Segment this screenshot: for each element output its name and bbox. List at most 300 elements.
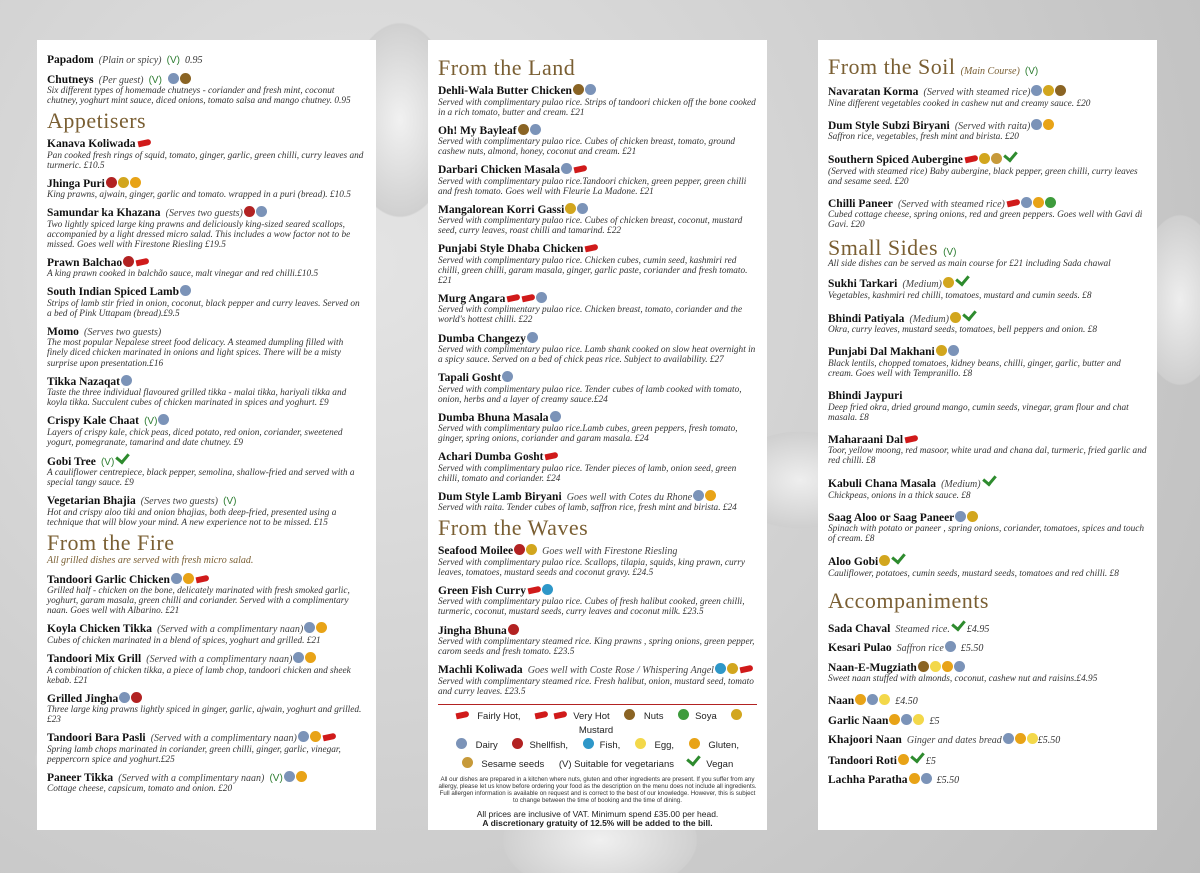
- item-description: Chickpeas, onions in a thick sauce. £8: [828, 490, 971, 501]
- chili-icon: [136, 258, 150, 267]
- legend-nuts: Nuts: [643, 710, 664, 722]
- item-note: Saffron rice: [896, 643, 944, 655]
- menu-item: [438, 200, 757, 237]
- menu-panel-right: [818, 40, 1157, 830]
- menu-item: [47, 728, 366, 765]
- menu-item: [438, 289, 757, 326]
- item-description: Spinach with potato or paneer , spring onions, coriander, tomatoes, spices and touch of cream. £8: [828, 524, 1145, 545]
- legend-dairy: Dairy: [475, 740, 498, 752]
- item-name: Chutneys: [47, 73, 94, 86]
- legend-vegan: Vegan: [706, 759, 734, 771]
- item-description: Served with complimentary pulao rice.Lamb cubes, green peppers, fresh tomato, ginger, spring onions, coriander and garam masala. £24: [438, 424, 738, 445]
- item-name: Oh! My Bayleaf: [438, 124, 517, 137]
- section-title-appetisers: Appetisers: [47, 108, 147, 134]
- item-note: (Plain or spicy): [98, 55, 162, 66]
- item-name: Dum Style Subzi Biryani: [828, 119, 950, 132]
- item-description: Served with complimentary pulao rice. Cubes of chicken breast, tomato, ground cashew nuts, almond, honey, coconut and cream. £21: [438, 137, 736, 158]
- item-name: Maharaani Dal: [828, 433, 904, 446]
- egg-icon: [1027, 733, 1038, 744]
- item-description: Strips of lamb stir fried in onion, coconut, black pepper and curry leaves. Served on a bed of Pink Uttapam (bread).£9.5: [47, 298, 360, 319]
- item-price: £5: [925, 755, 936, 767]
- item-description: King prawns, ajwain, ginger, garlic and tomato. wrapped in a puri (bread). £10.5: [47, 190, 351, 201]
- item-name: Tapali Gosht: [438, 372, 502, 385]
- menu-item: [828, 750, 1147, 768]
- shellfish-icon: [514, 544, 525, 555]
- item-description: Served with complimentary pulao rice. Cubes of fresh halibut cooked, green chilli, turmeric, coconut, mustard seeds, curry leaves and coconut milk. £23.5: [438, 597, 745, 618]
- dairy-icon: [158, 414, 169, 425]
- vat-note: All prices are inclusive of VAT. Minimum spend £35.00 per head.: [476, 809, 719, 820]
- sesame-icon: [991, 153, 1002, 164]
- gluten-icon: [296, 771, 307, 782]
- item-name: Bhindi Jaypuri: [828, 390, 903, 403]
- soya-icon: [1045, 197, 1056, 208]
- nuts-icon: [918, 661, 929, 672]
- item-name: Achari Dumba Gosht: [438, 451, 544, 464]
- gluten-icon: [316, 622, 327, 633]
- chili-icon: [535, 710, 549, 719]
- dairy-icon: [530, 124, 541, 135]
- section-intro: All side dishes can be served as main course for £21 including Sada chawal: [828, 259, 1111, 270]
- item-description: Served with complimentary pulao rice. Strips of tandoori chicken off the bone cooked in a rich tomato, butter and cream. £21: [438, 97, 756, 118]
- item-note: (Served with a complimentary naan): [146, 654, 293, 665]
- mustard-icon: [950, 312, 961, 323]
- item-description: A king prawn cooked in balchão sauce, malt vinegar and red chilli.£10.5: [47, 269, 319, 280]
- chili-icon: [137, 139, 151, 148]
- vegan-icon: [951, 616, 966, 631]
- item-note: (Serves two guests): [165, 208, 243, 220]
- item-note: (Served with steamed rice): [897, 198, 1005, 210]
- egg-icon: [879, 694, 890, 705]
- item-name: Machli Koliwada: [438, 664, 523, 677]
- item-note: (Medium): [941, 479, 981, 491]
- menu-item: [438, 408, 757, 445]
- menu-item: [828, 508, 1147, 545]
- item-note: (Per guest): [98, 74, 144, 86]
- egg-icon: [635, 738, 646, 749]
- item-price: 0.95: [185, 55, 203, 66]
- item-name: Aloo Gobi: [828, 556, 879, 569]
- chili-icon: [574, 165, 588, 174]
- menu-item: [438, 329, 757, 366]
- menu-item: [47, 570, 366, 617]
- shellfish-icon: [106, 177, 117, 188]
- dairy-icon: [121, 375, 132, 386]
- item-note: (Served with a complimentary naan): [157, 624, 304, 636]
- item-note: (Serves two guests): [84, 326, 162, 338]
- allergy-disclaimer: All our dishes are prepared in a kitchen where nuts, gluten and other ingredients are present. If you suffer from any allergy, please let us know before ordering your food as the description on the menu does not include all ingredients. Full allergen information is available on request and is correct to the best of our knowledge. However, this is subject to change between the time of booking and the time of dining.: [438, 775, 757, 804]
- gluten-icon: [130, 177, 141, 188]
- chili-icon: [522, 294, 536, 303]
- dairy-icon: [1031, 119, 1042, 130]
- vegetarian-mark: (V): [148, 74, 162, 86]
- menu-item: [47, 649, 366, 686]
- menu-item: [47, 50, 366, 67]
- menu-item: [438, 541, 757, 578]
- item-name: Navaratan Korma: [828, 86, 919, 99]
- item-note: Goes well with Cotes du Rhone: [566, 491, 693, 503]
- item-note: (Medium): [909, 313, 949, 325]
- menu-item: [438, 621, 757, 658]
- item-name: Punjabi Style Dhaba Chicken: [438, 243, 584, 256]
- item-name: Jhinga Puri: [47, 177, 105, 190]
- item-name: Koyla Chicken Tikka: [47, 623, 153, 636]
- nuts-icon: [518, 124, 529, 135]
- legend-vegetarian: (V) Suitable for vegetarians: [558, 759, 674, 771]
- gluten-icon: [305, 652, 316, 663]
- fish-icon: [715, 663, 726, 674]
- item-name: Prawn Balchao: [47, 256, 123, 269]
- item-name: Dehli-Wala Butter Chicken: [438, 85, 572, 98]
- item-description: Served with complimentary steamed rice. Fresh halibut, onion, mustard seed, tomato and curry leaves. £23.5: [438, 676, 754, 697]
- legend-fish: Fish,: [599, 740, 621, 752]
- item-name: Punjabi Dal Makhani: [828, 346, 935, 359]
- item-name: Green Fish Curry: [438, 584, 526, 597]
- menu-item: [438, 160, 757, 197]
- item-note: (Serves two guests): [140, 496, 219, 508]
- item-note: (Medium): [902, 279, 942, 291]
- mustard-icon: [943, 277, 954, 288]
- gluten-icon: [889, 714, 900, 725]
- shellfish-icon: [512, 738, 523, 749]
- legend-egg: Egg,: [654, 740, 675, 752]
- vegan-icon: [891, 550, 906, 565]
- item-description: Sweet naan stuffed with almonds, coconut, cashew nut and raisins.£4.95: [828, 674, 1098, 685]
- item-description: Served with complimentary pulao rice.Tandoori chicken, green pepper, green chilli and fresh tomato. Goes well with Fleurie La Madone. £21: [438, 176, 747, 197]
- menu-item: [438, 81, 757, 118]
- chili-icon: [195, 575, 209, 584]
- item-description: Served with complimentary pulao rice. Scallops, tilapia, squids, king prawn, curry leaves, tomatoes, mustard seeds and coconut gravy. £24.5: [438, 557, 746, 578]
- item-note: Goes well with Firestone Riesling: [542, 546, 678, 558]
- menu-item: [828, 308, 1147, 336]
- item-name: Crispy Kale Chaat: [47, 415, 139, 428]
- section-title-sides: Small Sides: [828, 235, 939, 261]
- gluten-icon: [310, 731, 321, 742]
- legend-sesame: Sesame seeds: [481, 759, 545, 771]
- item-name: Bhindi Patiyala: [828, 312, 905, 325]
- gluten-icon: [1015, 733, 1026, 744]
- mustard-icon: [727, 663, 738, 674]
- dairy-icon: [693, 490, 704, 501]
- item-note: Ginger and dates bread: [906, 735, 1002, 747]
- item-name: Kanava Koliwada: [47, 138, 136, 151]
- menu-item: [438, 239, 757, 286]
- vegan-icon: [982, 472, 997, 487]
- section-title-waves: From the Waves: [438, 515, 589, 541]
- item-description: Cubes of chicken marinated in a blend of spices, yoghurt and grilled. £21: [47, 635, 321, 646]
- chili-icon: [905, 434, 919, 443]
- dairy-icon: [171, 573, 182, 584]
- item-name: Seafood Moilee: [438, 545, 514, 558]
- chili-icon: [455, 710, 469, 719]
- mustard-icon: [967, 511, 978, 522]
- item-name: Southern Spiced Aubergine: [828, 154, 963, 167]
- legend-fairly-hot: Fairly Hot,: [477, 710, 521, 722]
- menu-item: [828, 691, 1147, 708]
- item-description: Three large king prawns lightly spiced in ginger, garlic, ajwain, yoghurt and grilled. £23: [47, 705, 362, 726]
- item-description: Layers of crispy kale, chick peas, diced potato, red onion, coriander, sweetened yogurt, pomegranate, tamarind and date chutney. £9: [47, 427, 343, 448]
- mustard-icon: [565, 203, 576, 214]
- dairy-icon: [1021, 197, 1032, 208]
- item-name: Dum Style Lamb Biryani: [438, 490, 562, 503]
- vegan-icon: [910, 748, 925, 763]
- item-name: Jingha Bhuna: [438, 624, 507, 637]
- item-description: Cottage cheese, capsicum, tomato and onion. £20: [47, 784, 233, 795]
- item-description: Saffron rice, vegetables, fresh mint and birista. £20: [828, 132, 1019, 143]
- item-description: (Served with steamed rice) Baby aubergine, black pepper, green chilli, curry leaves and sesame seed. £20: [828, 166, 1138, 187]
- item-description: Vegetables, kashmiri red chilli, tomatoes, mustard and cumin seeds. £8: [828, 290, 1092, 301]
- dairy-icon: [921, 773, 932, 784]
- mustard-icon: [118, 177, 129, 188]
- menu-item: [47, 768, 366, 795]
- menu-item: [47, 322, 366, 369]
- nuts-icon: [624, 709, 635, 720]
- vegetarian-mark: (V): [100, 456, 115, 468]
- dairy-icon: [298, 731, 309, 742]
- item-description: Served with complimentary pulao rice. Lamb shank cooked on slow heat overnight in a spicy sauce. Served on a bed of chick peas rice. Subject to availability. £27: [438, 345, 756, 366]
- dairy-icon: [304, 622, 315, 633]
- dairy-icon: [284, 771, 295, 782]
- gluten-icon: [909, 773, 920, 784]
- soya-icon: [678, 709, 689, 720]
- menu-item: [47, 70, 366, 107]
- item-description: Served with complimentary pulao rice. Tender cubes of lamb cooked with tomato, onion, herbs and a layer of creamy sauce.£24: [438, 384, 742, 405]
- menu-item: [828, 638, 1147, 655]
- menu-item: [828, 273, 1147, 301]
- item-description: Served with complimentary pulao rice. Chicken cubes, cumin seed, kashmiri red chilli, green chilli, garam masala, ginger, garlic paste, coriander and fresh tomato. £21: [438, 255, 748, 286]
- section-title-accompaniments: Accompaniments: [828, 587, 989, 613]
- item-description: Two lightly spiced large king prawns and deliciously king-sized seared scallops, accompanied by a light dressed micro salad. This includes a wow factor not to be missed. Goes well with Firestone Riesling £19.5: [47, 219, 351, 250]
- item-price: £5.50: [936, 775, 960, 787]
- menu-item: [438, 447, 757, 484]
- egg-icon: [913, 714, 924, 725]
- item-price: £5: [929, 715, 940, 727]
- item-note: (Served with steamed rice): [923, 87, 1031, 99]
- item-name: Samundar ka Khazana: [47, 207, 161, 220]
- shellfish-icon: [131, 692, 142, 703]
- item-price: £4.95: [966, 623, 990, 635]
- legend-mustard: Mustard: [578, 724, 614, 736]
- item-name: Chilli Paneer: [828, 197, 893, 210]
- item-name: Gobi Tree: [47, 455, 96, 468]
- item-name: Paneer Tikka: [47, 771, 114, 784]
- menu-item: [47, 282, 366, 319]
- dairy-icon: [119, 692, 130, 703]
- menu-item: [47, 619, 366, 646]
- chili-icon: [739, 665, 753, 674]
- legend-soya: Soya: [695, 710, 717, 722]
- item-description: Spring lamb chops marinated in coriander, green chilli, ginger, garlic, vinegar, peppercorn spice and yoghurt.£25: [47, 744, 341, 765]
- nuts-icon: [1055, 85, 1066, 96]
- dairy-icon: [585, 84, 596, 95]
- gluten-icon: [855, 694, 866, 705]
- fish-icon: [583, 738, 594, 749]
- dairy-icon: [1031, 85, 1042, 96]
- dairy-icon: [954, 661, 965, 672]
- egg-icon: [930, 661, 941, 672]
- item-description: Served with complimentary steamed rice. King prawns , spring onions, green pepper, carom seeds and fresh tomato. £23.5: [438, 637, 755, 658]
- item-description: Toor, yellow moong, red masoor, white urad and chana dal, turmeric, fried garlic and red chilli. £8: [828, 446, 1147, 467]
- menu-item: [47, 134, 366, 171]
- item-name: Papadom: [47, 54, 94, 66]
- item-description: Served with complimentary pulao rice. Tender pieces of lamb, onion seed, green chilli, tomato and coriander. £24: [438, 463, 737, 484]
- dairy-icon: [550, 411, 561, 422]
- item-name: Tandoori Mix Grill: [47, 653, 142, 665]
- vegan-icon: [686, 752, 701, 767]
- item-description: Taste the three individual flavoured grilled tikka - malai tikka, hariyali tikka and koyla tikka. Succulent cubes of chicken marinated in spices and yoghurt. £9: [47, 388, 347, 409]
- dairy-icon: [1003, 733, 1014, 744]
- menu-item: [828, 618, 1147, 636]
- menu-item: [828, 473, 1147, 501]
- nuts-icon: [573, 84, 584, 95]
- dairy-icon: [256, 206, 267, 217]
- item-note: (Served with a complimentary naan): [118, 772, 265, 784]
- gluten-icon: [942, 661, 953, 672]
- menu-item: [47, 203, 366, 250]
- shellfish-icon: [244, 206, 255, 217]
- shellfish-icon: [508, 624, 519, 635]
- vegetarian-mark: (V): [144, 416, 158, 428]
- item-name: Tandoori Bara Pasli: [47, 732, 146, 745]
- chili-icon: [554, 710, 568, 719]
- menu-item: [438, 581, 757, 618]
- gluten-icon: [898, 754, 909, 765]
- gratuity-note: A discretionary gratuity of 12.5% will be added to the bill.: [482, 817, 713, 828]
- menu-item: [47, 372, 366, 409]
- chili-icon: [964, 155, 978, 164]
- mustard-icon: [1043, 85, 1054, 96]
- menu-item: [828, 430, 1147, 467]
- section-title-land: From the Land: [438, 55, 576, 80]
- menu-item: [47, 689, 366, 726]
- menu-item: [47, 451, 366, 489]
- item-description: Grilled half - chicken on the bone, delicately marinated with fresh smoked garlic, yoghurt, garam masala, green chilli and coriander. Served with a complimentary naan. Goes well with Albarino. £21: [47, 586, 350, 617]
- gluten-icon: [183, 573, 194, 584]
- item-description: Nine different vegetables cooked in cashew nut and creamy sauce. £20: [828, 98, 1091, 109]
- item-name: Tandoori Garlic Chicken: [47, 573, 170, 586]
- menu-item: [828, 342, 1147, 379]
- chili-icon: [527, 586, 541, 595]
- item-name: Khajoori Naan: [828, 734, 902, 747]
- mustard-icon: [731, 709, 742, 720]
- chili-icon: [322, 733, 336, 742]
- item-description: A combination of chicken tikka, a piece of lamb chop, tandoori chicken and sheek kebab. £21: [47, 665, 351, 686]
- gluten-icon: [1043, 119, 1054, 130]
- dairy-icon: [456, 738, 467, 749]
- item-name: South Indian Spiced Lamb: [47, 286, 179, 299]
- menu-item: [438, 121, 757, 158]
- item-note: (Served with a complimentary naan): [150, 733, 297, 745]
- chili-icon: [585, 244, 599, 253]
- item-description: Cubed cottage cheese, spring onions, red and green peppers. Goes well with Gavi di Gavi. £20: [828, 210, 1143, 231]
- vegan-icon: [1003, 148, 1018, 163]
- menu-item: [828, 116, 1147, 143]
- item-description: Served with complimentary pulao rice. Cubes of chicken breast, coconut, mustard seed, curry leaves, roast chilli and tamarind. £22: [438, 216, 743, 237]
- item-note: Steamed rice.: [895, 623, 950, 635]
- menu-panel-left: [37, 40, 376, 830]
- vegan-icon: [962, 306, 977, 321]
- item-description: Six different types of homemade chutneys - coriander and fresh mint, coconut chutney, yoghurt mint sauce, diced onions, tomato salsa and mango chutney. 0.95: [47, 86, 351, 107]
- dairy-icon: [955, 511, 966, 522]
- item-name: Sada Chaval: [828, 622, 891, 635]
- chili-icon: [1006, 198, 1020, 207]
- gluten-icon: [689, 738, 700, 749]
- vegan-icon: [116, 449, 131, 464]
- item-name: Darbari Chicken Masala: [438, 164, 561, 177]
- item-description: Okra, curry leaves, mustard seeds, tomatoes, bell peppers and onion. £8: [828, 325, 1097, 336]
- item-description: Cauliflower, potatoes, cumin seeds, mustard seeds, tomatoes and red chilli. £8: [828, 568, 1119, 579]
- dairy-icon: [527, 332, 538, 343]
- mustard-icon: [879, 555, 890, 566]
- menu-item: [828, 730, 1147, 747]
- dairy-icon: [561, 163, 572, 174]
- menu-item: [47, 491, 366, 528]
- menu-panel-middle: [428, 40, 767, 830]
- dairy-icon: [901, 714, 912, 725]
- legend-very-hot: Very Hot: [573, 710, 610, 722]
- item-name: Tikka Nazaqat: [47, 375, 120, 388]
- menu-item: [828, 770, 1147, 787]
- menu-item: [828, 658, 1147, 685]
- menu-item: [828, 194, 1147, 231]
- menu-item: [828, 82, 1147, 109]
- gluten-icon: [1033, 197, 1044, 208]
- item-name: Saag Aloo or Saag Paneer: [828, 511, 955, 524]
- section-title-fire: From the Fire: [47, 529, 175, 555]
- item-name: Grilled Jingha: [47, 692, 119, 705]
- dairy-icon: [502, 371, 513, 382]
- chili-icon: [507, 294, 521, 303]
- vegetarian-mark: (V): [269, 772, 283, 784]
- dairy-icon: [168, 73, 179, 84]
- menu-item: [438, 487, 757, 514]
- item-name: Lachha Paratha: [828, 774, 908, 787]
- sesame-icon: [462, 757, 473, 768]
- mustard-icon: [526, 544, 537, 555]
- item-description: Deep fried okra, dried ground mango, cumin seeds, vinegar, gram flour and chat masala. £8: [828, 402, 1129, 423]
- mustard-icon: [979, 153, 990, 164]
- menu-item: [828, 149, 1147, 187]
- dairy-icon: [867, 694, 878, 705]
- menu-item: [47, 411, 366, 448]
- legend-shellfish: Shellfish,: [529, 740, 569, 752]
- section-note: (Main Course): [960, 66, 1020, 77]
- dairy-icon: [180, 285, 191, 296]
- menu-item: [47, 253, 366, 280]
- menu-item: [47, 174, 366, 201]
- item-name: Garlic Naan: [828, 714, 889, 727]
- item-price: £5.50: [960, 643, 984, 655]
- item-description: Black lentils, chopped tomatoes, kidney beans, chilli, ginger, garlic, butter and cream. Goes well with Tempranillo. £8: [828, 358, 1121, 379]
- item-name: Mangalorean Korri Gassi: [438, 203, 565, 216]
- dairy-icon: [577, 203, 588, 214]
- shellfish-icon: [123, 256, 134, 267]
- item-name: Vegetarian Bhajia: [47, 495, 136, 508]
- dairy-icon: [536, 292, 547, 303]
- menu-item: [438, 660, 757, 697]
- item-name: Sukhi Tarkari: [828, 278, 898, 291]
- item-price: £5.50: [1037, 735, 1061, 747]
- item-name: Naan: [828, 695, 855, 708]
- item-name: Dumba Bhuna Masala: [438, 411, 549, 424]
- item-name: Momo: [47, 325, 79, 338]
- gluten-icon: [705, 490, 716, 501]
- item-description: Hot and crispy aloo tiki and onion bhajias, both deep-fried, presented using a technique that will blow your mind. A new experience not to be missed. £15: [47, 507, 337, 528]
- item-description: The most popular Nepalese street food delicacy. A steamed dumpling filled with finely diced chicken marinated in onions and light spices. There will be a misty surprise upon presentation.£16: [47, 338, 344, 369]
- section-note: All grilled dishes are served with fresh micro salad.: [47, 554, 254, 566]
- chili-icon: [545, 452, 559, 461]
- item-note: Goes well with Coste Rose / Whispering Angel: [527, 665, 714, 677]
- item-description: Served with complimentary pulao rice. Chicken breast, tomato, coriander and the world's hottest chilli. £22: [438, 305, 743, 326]
